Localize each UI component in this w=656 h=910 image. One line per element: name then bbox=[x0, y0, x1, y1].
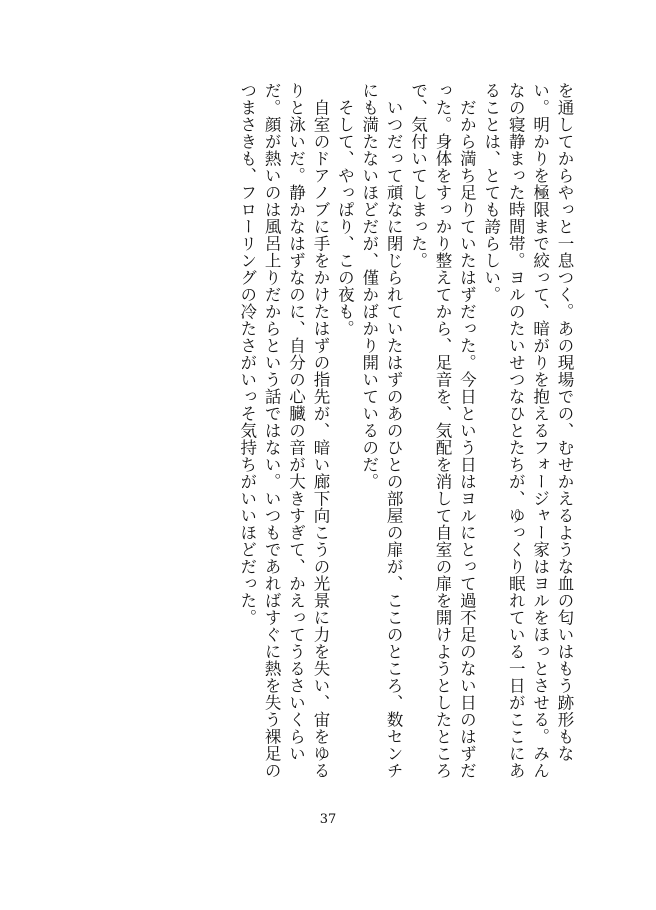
paragraph-4: そして、やっぱり、この夜も。 bbox=[335, 98, 355, 337]
paragraph-5: 自室のドアノブに手をかけたはずの指先が、暗い廊下向こうの光景に力を失い、宙をゆるりと泳いだ。静かなはずなのに、自分の心臓の音が大きすぎて、かえってうるさいくらいだ。顔が熱いのは風呂上りだからという話ではない。いつもであればすぐに熱を失う裸足のつまさきも、フローリングの冷たさがいっそ気持ちがいいほどだった。 bbox=[237, 82, 330, 779]
page-number: 37 bbox=[319, 812, 337, 827]
paragraph-1: を通してからやっと一息つく。あの現場での、むせかえるような血の匂いはもう跡形もない。明かりを極限まで絞って、暗がりを抱えるフォージャー家はヨルをほっとさせる。みんなの寝静まった時間帯。ヨルのたいせつなひとたちが、ゆっくり眠れている一日がここにあることは、とても誇らしい。 bbox=[481, 82, 574, 779]
vertical-text-body bbox=[76, 82, 576, 782]
paragraph-3: いつだって頑なに閉じられていたはずのあのひとの部屋の扉が、ここのところ、数センチにも満たないほどだが、僅かばかり開いているのだ。 bbox=[359, 82, 404, 779]
paragraph-2: だから満ち足りていたはずだった。今日という日はヨルにとって過不足のない日のはずだった。身体をすっかり整えてから、足音を、気配を消して自室の扉を開けようとしたところで、気付いてしまった。 bbox=[408, 82, 477, 779]
